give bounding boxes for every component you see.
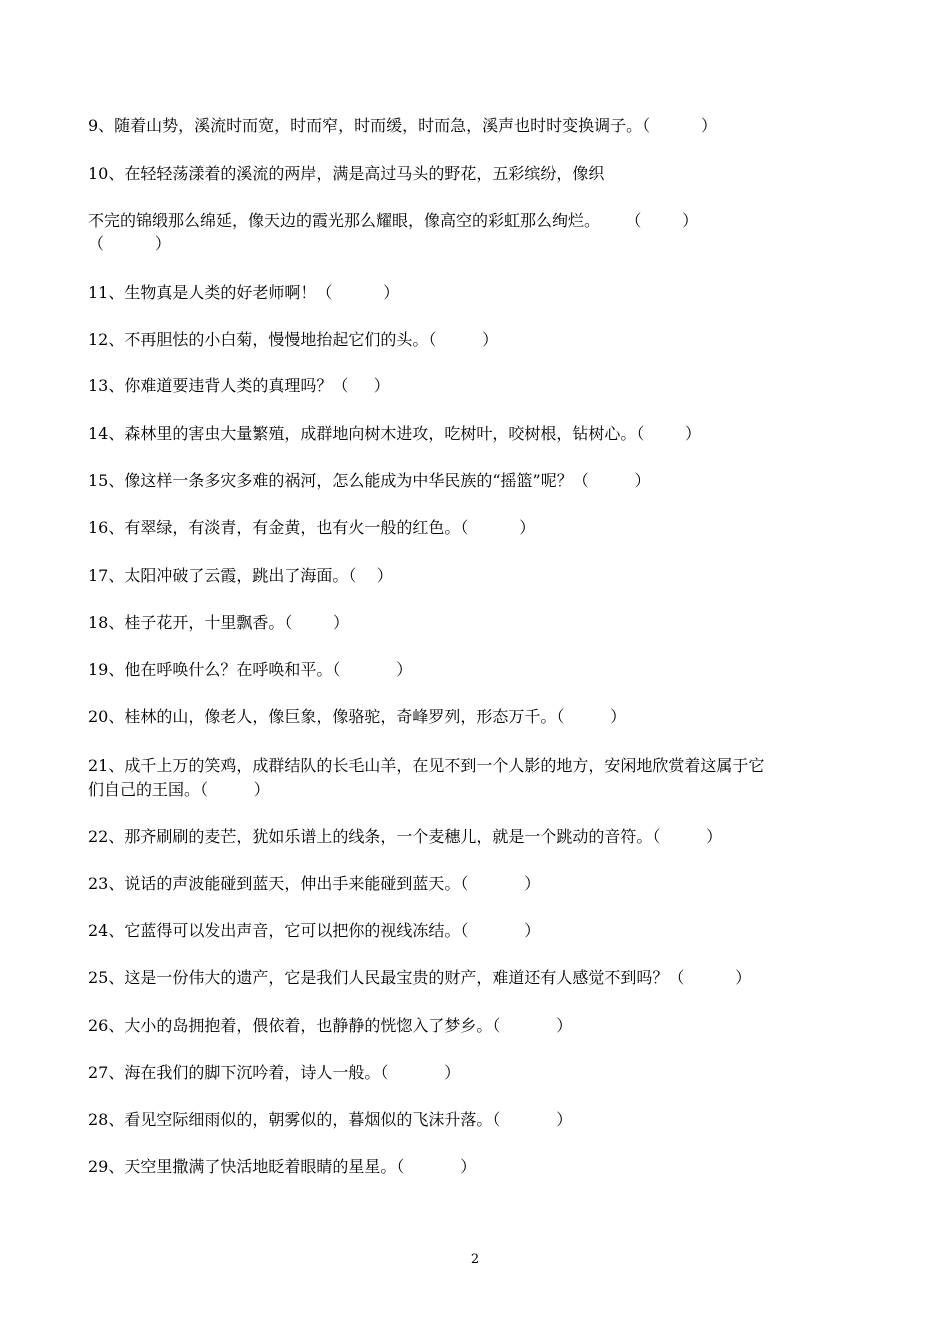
question-13: 13、你难道要违背人类的真理吗？（ ）: [88, 376, 390, 395]
question-18: 18、桂子花开，十里飘香。（ ）: [88, 613, 350, 632]
question-15: 15、像这样一条多灾多难的祸河，怎么能成为中华民族的“摇篮”呢？（ ）: [88, 471, 651, 490]
question-28: 28、看见空际细雨似的，朝雾似的，暮烟似的飞沫升落。（ ）: [88, 1110, 573, 1129]
question-9: 9、随着山势，溪流时而宽，时而窄，时而缓，时而急，溪声也时时变换调子。（ ）: [88, 116, 718, 135]
question-20: 20、桂林的山，像老人，像巨象，像骆驼，奇峰罗列，形态万千。（ ）: [88, 707, 627, 726]
question-12: 12、不再胆怯的小白菊，慢慢地抬起它们的头。（ ）: [88, 330, 499, 349]
question-10-blank: （ ）: [88, 234, 171, 253]
question-17: 17、太阳冲破了云霞，跳出了海面。（ ）: [88, 566, 393, 585]
question-21-line-1: 21、成千上万的笑鸡，成群结队的长毛山羊，在见不到一个人影的地方，安闲地欣赏着这属于它: [88, 756, 765, 775]
question-10-line-2: 不完的锦缎那么绵延，像天边的霞光那么耀眼，像高空的彩虹那么绚烂。 （ ）: [88, 211, 699, 230]
page-number: 2: [470, 1252, 480, 1267]
question-25: 25、这是一份伟大的遗产，它是我们人民最宝贵的财产，难道还有人感觉不到吗？（ ）: [88, 968, 752, 987]
question-26: 26、大小的岛拥抱着，偎依着，也静静的恍惚入了梦乡。（ ）: [88, 1016, 573, 1035]
question-29: 29、天空里撒满了快活地眨着眼睛的星星。（ ）: [88, 1157, 477, 1176]
question-24: 24、它蓝得可以发出声音，它可以把你的视线冻结。（ ）: [88, 921, 541, 940]
question-16: 16、有翠绿，有淡青，有金黄，也有火一般的红色。（ ）: [88, 518, 536, 537]
question-19: 19、他在呼唤什么？在呼唤和平。（ ）: [88, 660, 413, 679]
question-23: 23、说话的声波能碰到蓝天，伸出手来能碰到蓝天。（ ）: [88, 874, 541, 893]
question-10-line-1: 10、在轻轻荡漾着的溪流的两岸，满是高过马头的野花，五彩缤纷，像织: [88, 164, 605, 183]
question-14: 14、森林里的害虫大量繁殖，成群地向树木进攻，吃树叶，咬树根，钻树心。（ ）: [88, 424, 702, 443]
question-22: 22、那齐刷刷的麦芒，犹如乐谱上的线条，一个麦穗儿，就是一个跳动的音符。（ ）: [88, 827, 723, 846]
question-11: 11、生物真是人类的好老师啊！（ ）: [88, 283, 400, 302]
question-27: 27、海在我们的脚下沉吟着，诗人一般。（ ）: [88, 1063, 461, 1082]
question-21-line-2: 们自己的王国。（ ）: [88, 780, 270, 799]
